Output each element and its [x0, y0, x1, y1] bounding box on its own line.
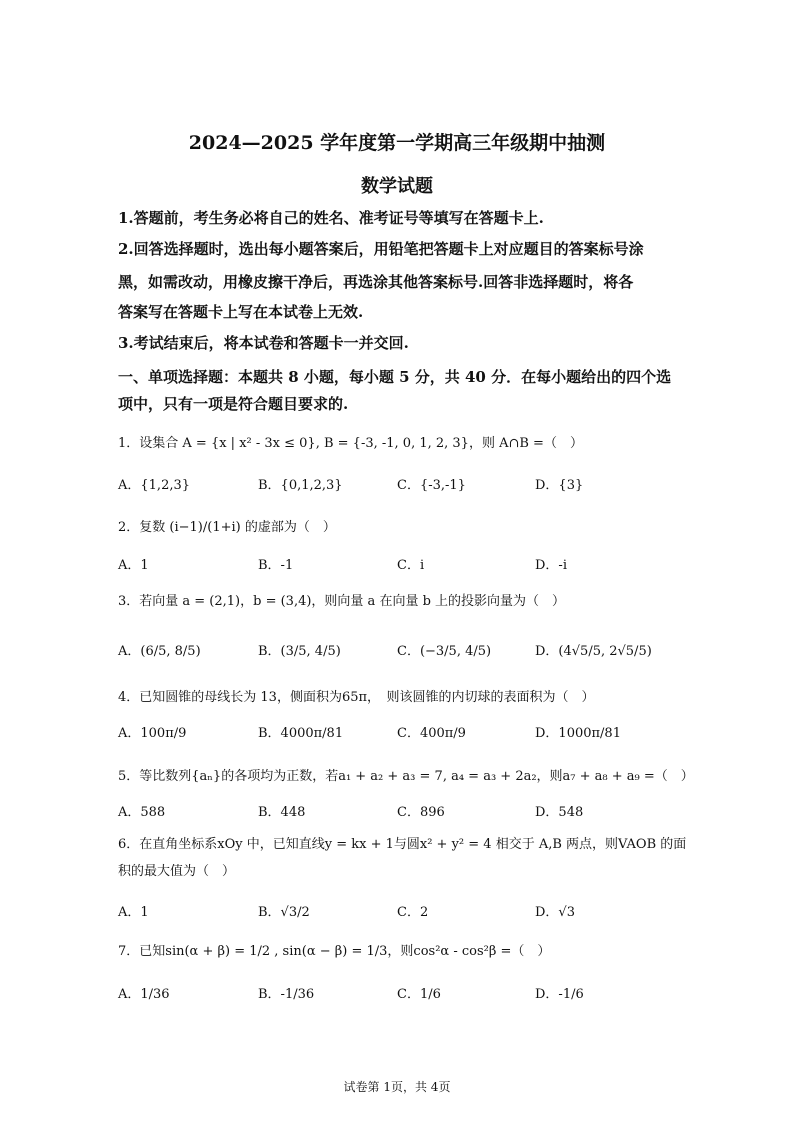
option-d: D．548: [535, 805, 584, 820]
question-4: 4．已知圆锥的母线长为 13，侧面积为65π， 则该圆锥的内切球的表面积为（ ）: [118, 690, 595, 705]
instruction-line: 答案写在答题卡上写在本试卷上无效.: [118, 303, 364, 321]
question-6: 6．在直角坐标系xOy 中，已知直线y = kx + 1与圆x² + y² = 4 相交于 A,B 两点，则VAOB 的面: [118, 837, 687, 852]
option-b: B．4000π/81: [258, 726, 344, 741]
page-subtitle: 数学试题: [361, 176, 433, 197]
option-b: B．(3/5, 4/5): [258, 644, 341, 659]
page-footer: 试卷第 1页，共 4页: [343, 1080, 451, 1094]
question-1: 1．设集合 A = {x | x² - 3x ≤ 0}, B = {-3, -1, 0, 1, 2, 3}，则 A∩B =（ ）: [118, 436, 583, 451]
instruction-line: 2.回答选择题时，选出每小题答案后，用铅笔把答题卡上对应题目的答案标号涂: [118, 240, 644, 258]
option-b: B．{0,1,2,3}: [258, 478, 343, 493]
page-title: 2024—2025 学年度第一学期高三年级期中抽测: [188, 132, 606, 154]
option-a: A．{1,2,3}: [118, 478, 191, 493]
instruction-line: 黑，如需改动，用橡皮擦干净后，再选涂其他答案标号.回答非选择题时，将各: [118, 273, 634, 291]
option-c: C．i: [397, 558, 425, 573]
option-b: B．-1/36: [258, 987, 315, 1002]
option-b: B．448: [258, 805, 306, 820]
option-a: A．588: [118, 805, 166, 820]
option-d: D．1000π/81: [535, 726, 621, 741]
section-heading: 一、单项选择题：本题共 8 小题，每小题 5 分，共 40 分．在每小题给出的四个选: [118, 368, 672, 386]
question-5: 5．等比数列{aₙ}的各项均为正数，若a₁ + a₂ + a₃ = 7, a₄ = a₃ + 2a₂，则a₇ + a₈ + a₉ =（ ）: [118, 769, 694, 784]
option-a: A．1: [118, 558, 149, 573]
option-c: C．(−3/5, 4/5): [397, 644, 492, 659]
option-a: A．(6/5, 8/5): [118, 644, 201, 659]
option-c: C．2: [397, 905, 429, 920]
question-6-cont: 积的最大值为（ ）: [118, 864, 236, 879]
option-c: C．1/6: [397, 987, 441, 1002]
question-7: 7．已知sin(α + β) = 1/2 , sin(α − β) = 1/3，则cos²α - cos²β =（ ）: [118, 944, 551, 959]
question-2: 2．复数 (i−1)/(1+i) 的虚部为（ ）: [118, 520, 336, 535]
option-d: D．√3: [535, 905, 575, 920]
option-c: C．896: [397, 805, 445, 820]
instruction-line: 3.考试结束后，将本试卷和答题卡一并交回.: [118, 334, 409, 352]
option-d: D．(4√5/5, 2√5/5): [535, 644, 652, 659]
option-c: C．400π/9: [397, 726, 466, 741]
option-d: D．-1/6: [535, 987, 584, 1002]
question-3: 3．若向量 a = (2,1)，b = (3,4)，则向量 a 在向量 b 上的投影向量为（ ）: [118, 594, 566, 609]
option-d: D．{3}: [535, 478, 584, 493]
instruction-line: 1.答题前，考生务必将自己的姓名、准考证号等填写在答题卡上.: [118, 209, 544, 227]
option-b: B．-1: [258, 558, 294, 573]
option-a: A．1: [118, 905, 149, 920]
option-a: A．100π/9: [118, 726, 187, 741]
option-c: C．{-3,-1}: [397, 478, 466, 493]
option-b: B．√3/2: [258, 905, 310, 920]
option-a: A．1/36: [118, 987, 170, 1002]
section-heading: 项中，只有一项是符合题目要求的.: [118, 395, 349, 413]
option-d: D．-i: [535, 558, 567, 573]
